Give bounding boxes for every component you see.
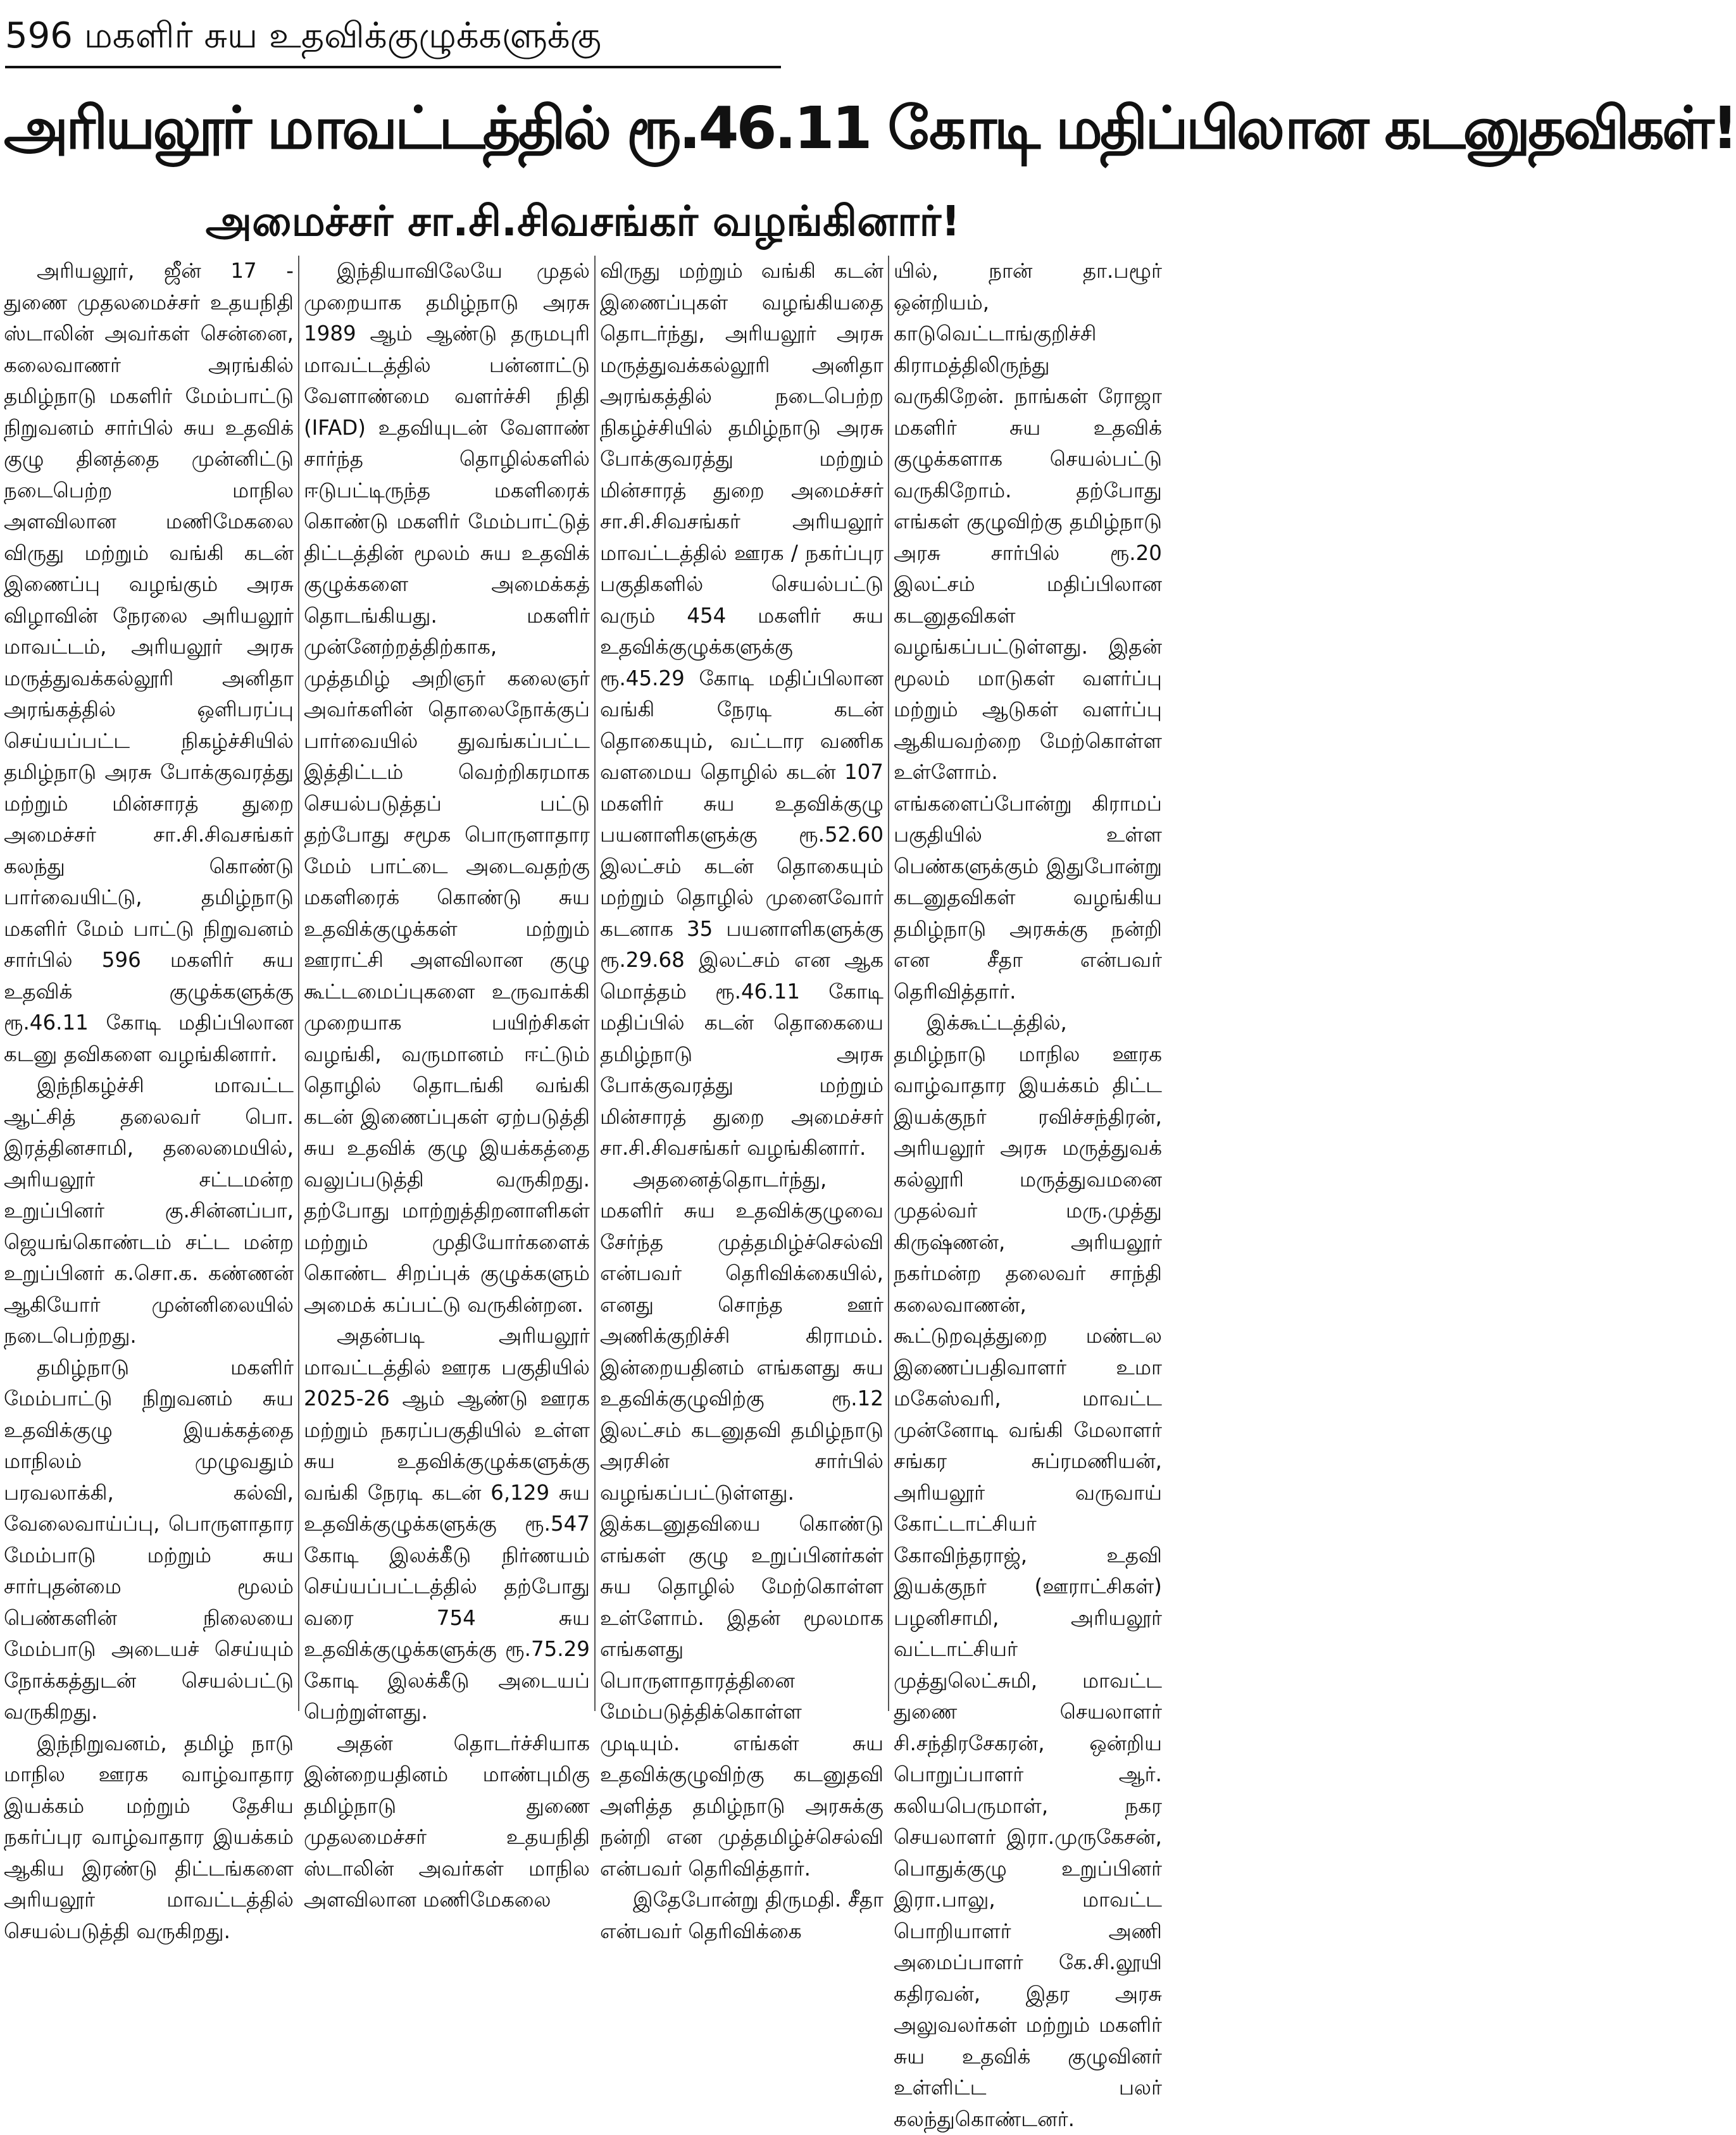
paragraph: இதேபோன்று திருமதி. சீதா என்பவர் தெரிவிக்கை xyxy=(600,1888,884,1943)
article-headline: அரியலூர் மாவட்டத்தில் ரூ.46.11 கோடி மதிப்பிலான கடனுதவிகள்! xyxy=(4,94,1736,162)
paragraph: இந்நிறுவனம், தமிழ் நாடு மாநில ஊரக வாழ்வாதார இயக்கம் மற்றும் தேசிய நகர்ப்புர வாழ்வாதார இயக்கம் ஆகிய இரண்டு திட்டங்களை அரியலூர் மாவட்டத்தில் செயல்படுத்தி வருகிறது. xyxy=(4,1731,294,1943)
column-divider xyxy=(888,256,889,1711)
article-column-1 xyxy=(0,256,297,1943)
paragraph: இந்நிகழ்ச்சி மாவட்ட ஆட்சித் தலைவர் பொ. இரத்தினசாமி, தலைமையில், அரியலூர் சட்டமன்ற உறுப்பினர் கு.சின்னப்பா, ஜெயங்கொண்டம் சட்ட மன்ற உறுப்பினர் க.சொ.க. கண்ணன் ஆகியோர் முன்னிலையில் நடைபெற்றது. xyxy=(4,1073,294,1348)
paragraph: இந்தியாவிலேயே முதல் முறையாக தமிழ்நாடு அரசு 1989 ஆம் ஆண்டு தருமபுரி மாவட்டத்தில் பன்னாட்டு வேளாண்மை வளர்ச்சி நிதி (IFAD) உதவியுடன் வேளாண் சார்ந்த தொழில்களில் ஈடுபட்டிருந்த மகளிரைக் கொண்டு மகளிர் மேம்பாட்டுத் திட்டத்தின் மூலம் சுய உதவிக் குழுக்களை அமைக்கத் தொடங்கியது. மகளிர் முன்னேற்றத்திற்காக, முத்தமிழ் அறிஞர் கலைஞர் அவர்களின் தொலைநோக்குப் பார்வையில் துவங்கப்பட்ட இத்திட்டம் வெற்றிகரமாக செயல்படுத்தப் பட்டு தற்போது சமூக பொருளாதார மேம் பாட்டை அடைவதற்கு மகளிரைக் கொண்டு சுய உதவிக்குழுக்கள் மற்றும் ஊராட்சி அளவிலான குழு கூட்டமைப்புகளை உருவாக்கி முறையாக பயிற்சிகள் வழங்கி, வருமானம் ஈட்டும் தொழில் தொடங்கி வங்கி கடன் இணைப்புகள் ஏற்படுத்தி சுய உதவிக் குழு இயக்கத்தை வலுப்படுத்தி வருகிறது. தற்போது மாற்றுத்திறனாளிகள் மற்றும் முதியோர்களைக் கொண்ட சிறப்புக் குழுக்களும் அமைக் கப்பட்டு வருகின்றன. xyxy=(304,259,590,1317)
paragraph: யில், நான் தா.பழூர் ஒன்றியம், காடுவெட்டாங்குறிச்சி கிராமத்திலிருந்து வருகிறேன். நாங்கள் ரோஜா மகளிர் சுய உதவிக் குழுக்களாக செயல்பட்டு வருகிறோம். தற்போது எங்கள் குழுவிற்கு தமிழ்நாடு அரசு சார்பில் ரூ.20 இலட்சம் மதிப்பிலான கடனுதவிகள் வழங்கப்பட்டுள்ளது. இதன் மூலம் மாடுகள் வளர்ப்பு மற்றும் ஆடுகள் வளர்ப்பு ஆகியவற்றை மேற்கொள்ள உள்ளோம். எங்களைப்போன்று கிராமப் பகுதியில் உள்ள பெண்களுக்கும் இதுபோன்று கடனுதவிகள் வழங்கிய தமிழ்நாடு அரசுக்கு நன்றி என சீதா என்பவர் தெரிவித்தார். xyxy=(894,259,1162,1004)
article-column-3 xyxy=(596,256,887,1943)
article-column-4 xyxy=(890,256,1166,2131)
kicker-underline xyxy=(5,66,781,68)
paragraph: அதன்படி அரியலூர் மாவட்டத்தில் ஊரக பகுதியில் 2025-26 ஆம் ஆண்டு ஊரக மற்றும் நகரப்பகுதியில் உள்ள சுய உதவிக்குழுக்களுக்கு வங்கி நேரடி கடன் 6,129 சுய உதவிக்குழுக்களுக்கு ரூ.547 கோடி இலக்கீடு நிர்ணயம் செய்யப்பட்டத்தில் தற்போது வரை 754 சுய உதவிக்குழுக்களுக்கு ரூ.75.29 கோடி இலக்கீடு அடையப் பெற்றுள்ளது. xyxy=(304,1324,590,1724)
column-divider xyxy=(594,256,596,1711)
paragraph: அதனைத்தொடர்ந்து, மகளிர் சுய உதவிக்குழுவை சேர்ந்த முத்தமிழ்ச்செல்வி என்பவர் தெரிவிக்கையில், எனது சொந்த ஊர் அணிக்குறிச்சி கிராமம். இன்றையதினம் எங்களது சுய உதவிக்குழுவிற்கு ரூ.12 இலட்சம் கடனுதவி தமிழ்நாடு அரசின் சார்பில் வழங்கப்பட்டுள்ளது. இக்கடனுதவியை கொண்டு எங்கள் குழு உறுப்பினர்கள் சுய தொழில் மேற்கொள்ள உள்ளோம். இதன் மூலமாக எங்களது பொருளாதாரத்தினை மேம்படுத்திக்கொள்ள முடியும். எங்கள் சுய உதவிக்குழுவிற்கு கடனுதவி அளித்த தமிழ்நாடு அரசுக்கு நன்றி என முத்தமிழ்ச்செல்வி என்பவர் தெரிவித்தார். xyxy=(600,1167,884,1881)
article-kicker: 596 மகளிர் சுய உதவிக்குழுக்களுக்கு xyxy=(5,15,602,56)
paragraph: இக்கூட்டத்தில், தமிழ்நாடு மாநில ஊரக வாழ்வாதார இயக்கம் திட்ட இயக்குநர் ரவிச்சந்திரன், அரியலூர் அரசு மருத்துவக் கல்லூரி மருத்துவமனை முதல்வர் மரு.முத்து கிருஷ்ணன், அரியலூர் நகர்மன்ற தலைவர் சாந்தி கலைவாணன், கூட்டுறவுத்துறை மண்டல இணைப்பதிவாளர் உமா மகேஸ்வரி, மாவட்ட முன்னோடி வங்கி மேலாளர் சங்கர சுப்ரமணியன், அரியலூர் வருவாய் கோட்டாட்சியர் கோவிந்தராஜ், உதவி இயக்குநர் (ஊராட்சிகள்) பழனிசாமி, அரியலூர் வட்டாட்சியர் முத்துலெட்சுமி, மாவட்ட துணை செயலாளர் சி.சந்திரசேகரன், ஒன்றிய பொறுப்பாளர் ஆர். கலியபெருமாள், நகர செயலாளர் இரா.முருகேசன், பொதுக்குழு உறுப்பினர் இரா.பாலு, மாவட்ட பொறியாளர் அணி அமைப்பாளர் கே.சி.லூயி கதிரவன், இதர அரசு அலுவலர்கள் மற்றும் மகளிர் சுய உதவிக் குழுவினர் உள்ளிட்ட பலர் கலந்துகொண்டனர். xyxy=(894,1011,1162,2131)
article-subheadline: அமைச்சர் சா.சி.சிவசங்கர் வழங்கினார்! xyxy=(205,197,961,246)
paragraph: விருது மற்றும் வங்கி கடன் இணைப்புகள் வழங்கியதை தொடர்ந்து, அரியலூர் அரசு மருத்துவக்கல்லூரி அனிதா அரங்கத்தில் நடைபெற்ற நிகழ்ச்சியில் தமிழ்நாடு அரசு போக்குவரத்து மற்றும் மின்சாரத் துறை அமைச்சர் சா.சி.சிவசங்கர் அரியலூர் மாவட்டத்தில் ஊரக / நகர்ப்புர பகுதிகளில் செயல்பட்டு வரும் 454 மகளிர் சுய உதவிக்குழுக்களுக்கு ரூ.45.29 கோடி மதிப்பிலான வங்கி நேரடி கடன் தொகையும், வட்டார வணிக வளமைய தொழில் கடன் 107 மகளிர் சுய உதவிக்குழு பயனாளிகளுக்கு ரூ.52.60 இலட்சம் கடன் தொகையும் மற்றும் தொழில் முனைவோர் கடனாக 35 பயனாளிகளுக்கு ரூ.29.68 இலட்சம் என ஆக மொத்தம் ரூ.46.11 கோடி மதிப்பில் கடன் தொகையை தமிழ்நாடு அரசு போக்குவரத்து மற்றும் மின்சாரத் துறை அமைச்சர் சா.சி.சிவசங்கர் வழங்கினார். xyxy=(600,259,884,1160)
column-divider xyxy=(298,256,299,1711)
paragraph: அரியலூர், ஜீன் 17 - துணை முதலமைச்சர் உதயநிதி ஸ்டாலின் அவர்கள் சென்னை, கலைவாணர் அரங்கில் தமிழ்நாடு மகளிர் மேம்பாட்டு நிறுவனம் சார்பில் சுய உதவிக் குழு தினத்தை முன்னிட்டு நடைபெற்ற மாநில அளவிலான மணிமேகலை விருது மற்றும் வங்கி கடன் இணைப்பு வழங்கும் அரசு விழாவின் நேரலை அரியலூர் மாவட்டம், அரியலூர் அரசு மருத்துவக்கல்லூரி அனிதா அரங்கத்தில் ஒளிபரப்பு செய்யப்பட்ட நிகழ்ச்சியில் தமிழ்நாடு அரசு போக்குவரத்து மற்றும் மின்சாரத் துறை அமைச்சர் சா.சி.சிவசங்கர் கலந்து கொண்டு பார்வையிட்டு, தமிழ்நாடு மகளிர் மேம் பாட்டு நிறுவனம் சார்பில் 596 மகளிர் சுய உதவிக் குழுக்களுக்கு ரூ.46.11 கோடி மதிப்பிலான கடனு தவிகளை வழங்கினார். xyxy=(4,259,294,1066)
paragraph: தமிழ்நாடு மகளிர் மேம்பாட்டு நிறுவனம் சுய உதவிக்குழு இயக்கத்தை மாநிலம் முழுவதும் பரவலாக்கி, கல்வி, வேலைவாய்ப்பு, பொருளாதார மேம்பாடு மற்றும் சுய சார்புதன்மை மூலம் பெண்களின் நிலையை மேம்பாடு அடையச் செய்யும் நோக்கத்துடன் செயல்பட்டு வருகிறது. xyxy=(4,1355,294,1724)
article-column-2 xyxy=(300,256,594,1912)
paragraph: அதன் தொடர்ச்சியாக இன்றையதினம் மாண்புமிகு தமிழ்நாடு துணை முதலமைச்சர் உதயநிதி ஸ்டாலின் அவர்கள் மாநில அளவிலான மணிமேகலை xyxy=(304,1731,590,1912)
